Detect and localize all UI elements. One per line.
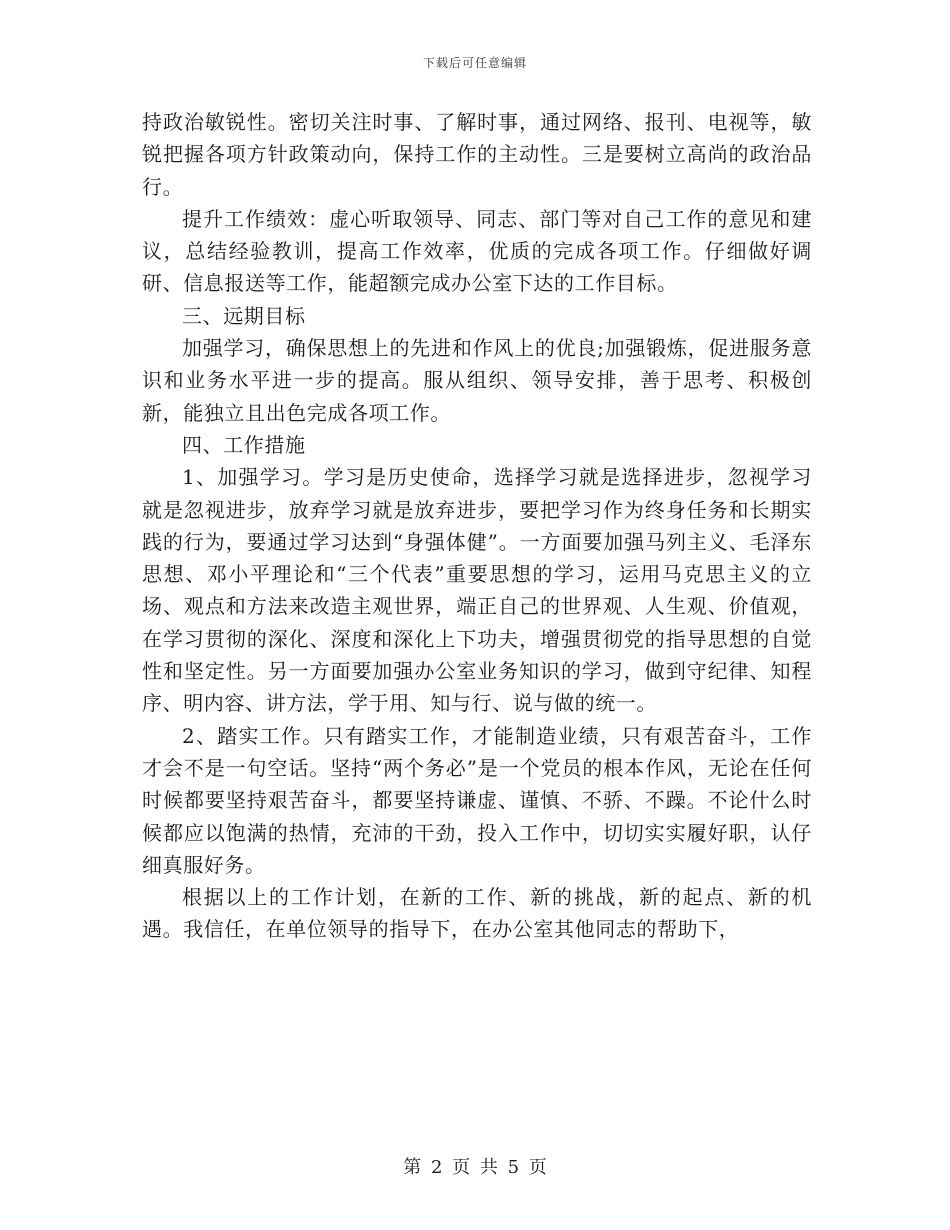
section-heading: 四、工作措施 xyxy=(182,432,306,457)
page-number: 第 2 页 共 5 页 xyxy=(403,1157,547,1178)
page-header: 下载后可任意编辑 xyxy=(422,56,527,70)
paragraph: 提升工作绩效：虚心听取领导、同志、部门等对自己工作的意见和建议，总结经验教训，提高工作效率，优质的完成各项工作。仔细做好调研、信息报送等工作，能超额完成办公室下达的工作目标。 xyxy=(142,206,812,296)
paragraph: 持政治敏锐性。密切关注时事、了解时事，通过网络、报刊、电视等，敏锐把握各项方针政策动向，保持工作的主动性。三是要树立高尚的政治品行。 xyxy=(142,110,812,199)
paragraph: 1、加强学习。学习是历史使命，选择学习就是选择进步，忽视学习就是忽视进步，放弃学习就是放弃进步，要把学习作为终身任务和长期实践的行为，要通过学习达到“身强体健”。一方面要加强马列主义、毛泽东思想、邓小平理论和“三个代表”重要思想的学习，运用马克思主义的立场、观点和方法来改造主观世界，端正自己的世界观、人生观、价值观，在学习贯彻的深化、深度和深化上下功夫，增强贯彻党的指导思想的自觉性和坚定性。另一方面要加强办公室业务知识的学习，做到守纪律、知程序、明内容、讲方法，学于用、知与行、说与做的统一。 xyxy=(142,465,812,716)
document-body xyxy=(142,106,812,946)
paragraph: 加强学习，确保思想上的先进和作风上的优良;加强锻炼，促进服务意识和业务水平进一步的提高。服从组织、领导安排，善于思考、积极创新，能独立且出色完成各项工作。 xyxy=(142,336,812,425)
section-heading: 三、远期目标 xyxy=(182,303,306,328)
paragraph: 根据以上的工作计划，在新的工作、新的挑战，新的起点、新的机遇。我信任，在单位领导的指导下，在办公室其他同志的帮助下， xyxy=(142,885,812,942)
paragraph: 2、踏实工作。只有踏实工作，才能制造业绩，只有艰苦奋斗，工作才会不是一句空话。坚持“两个务必”是一个党员的根本作风，无论在任何时候都要坚持艰苦奋斗，都要坚持谦虚、谨慎、不骄、不躁。不论什么时候都应以饱满的热情，充沛的干劲，投入工作中，切切实实履好职，认仔细真服好务。 xyxy=(142,723,812,877)
